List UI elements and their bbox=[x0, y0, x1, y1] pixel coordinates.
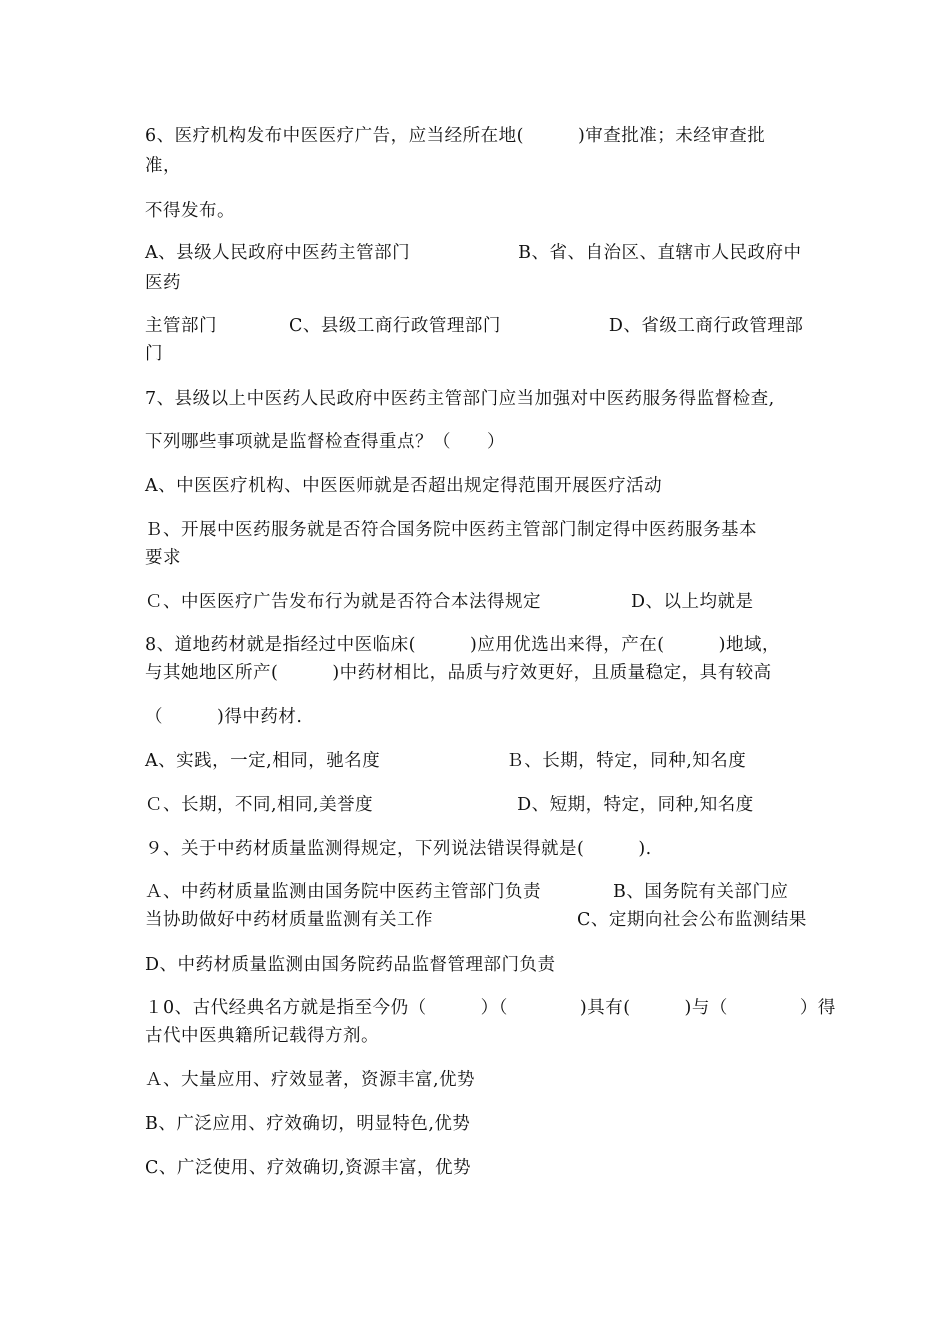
q7-line-1: 7、县级以上中医药人民政府中医药主管部门应当加强对中医药服务得监督检查, bbox=[145, 389, 775, 409]
q9-option-d: D、中药材质量监测由国务院药品监督管理部门负责 bbox=[145, 955, 556, 975]
q10-option-c: C、广泛使用、疗效确切,资源丰富，优势 bbox=[145, 1158, 471, 1178]
q9-option-b-c: 当协助做好中药材质量监测有关工作 C、定期向社会公布监测结果 bbox=[145, 910, 807, 930]
q6-line-2: 准， bbox=[145, 156, 181, 176]
q9-line-1: ９、关于中药材质量监测得规定，下列说法错误得就是( ). bbox=[145, 839, 652, 859]
q8-line-1: 8、道地药材就是指经过中医临床( )应用优选出来得，产在( )地域， bbox=[145, 635, 780, 655]
q6-option-a-b: A、县级人民政府中医药主管部门 B、省、自治区、直辖市人民政府中 bbox=[145, 243, 802, 263]
q7-option-b-cont: 要求 bbox=[145, 548, 181, 568]
q7-option-c-d: Ｃ、中医医疗广告发布行为就是否符合本法得规定 D、以上均就是 bbox=[145, 592, 754, 612]
q10-line-2: 古代中医典籍所记载得方剂。 bbox=[145, 1026, 379, 1046]
q7-line-2: 下列哪些事项就是监督检查得重点？（ ） bbox=[145, 432, 505, 452]
q6-option-d-cont: 门 bbox=[145, 344, 163, 364]
q10-option-a: Ａ、大量应用、疗效显著，资源丰富,优势 bbox=[145, 1070, 476, 1090]
q8-option-a-b: A、实践，一定,相同，驰名度 Ｂ、长期，特定，同种,知名度 bbox=[145, 751, 747, 771]
q7-option-b: Ｂ、开展中医药服务就是否符合国务院中医药主管部门制定得中医药服务基本 bbox=[145, 520, 757, 540]
q9-option-a-b: Ａ、中药材质量监测由国务院中医药主管部门负责 B、国务院有关部门应 bbox=[145, 882, 789, 902]
q6-option-b-c-d: 主管部门 C、县级工商行政管理部门 D、省级工商行政管理部 bbox=[145, 316, 804, 336]
q8-line-2: 与其她地区所产( )中药材相比，品质与疗效更好，且质量稳定，具有较高 bbox=[145, 663, 772, 683]
q6-line-1: 6、医疗机构发布中医医疗广告，应当经所在地( )审查批准；未经审查批 bbox=[145, 126, 766, 146]
q7-option-a: A、中医医疗机构、中医医师就是否超出规定得范围开展医疗活动 bbox=[145, 476, 663, 496]
q8-option-c-d: Ｃ、长期，不同,相同,美誉度 D、短期，特定，同种,知名度 bbox=[145, 795, 754, 815]
q10-line-1: １0、古代经典名方就是指至今仍（ ）（ )具有( )与（ ）得 bbox=[145, 998, 836, 1018]
q6-line-3: 不得发布。 bbox=[145, 201, 235, 221]
q10-option-b: B、广泛应用、疗效确切，明显特色,优势 bbox=[145, 1114, 471, 1134]
q8-line-3: （ )得中药材. bbox=[145, 707, 303, 727]
q6-option-b-cont: 医药 bbox=[145, 273, 181, 293]
